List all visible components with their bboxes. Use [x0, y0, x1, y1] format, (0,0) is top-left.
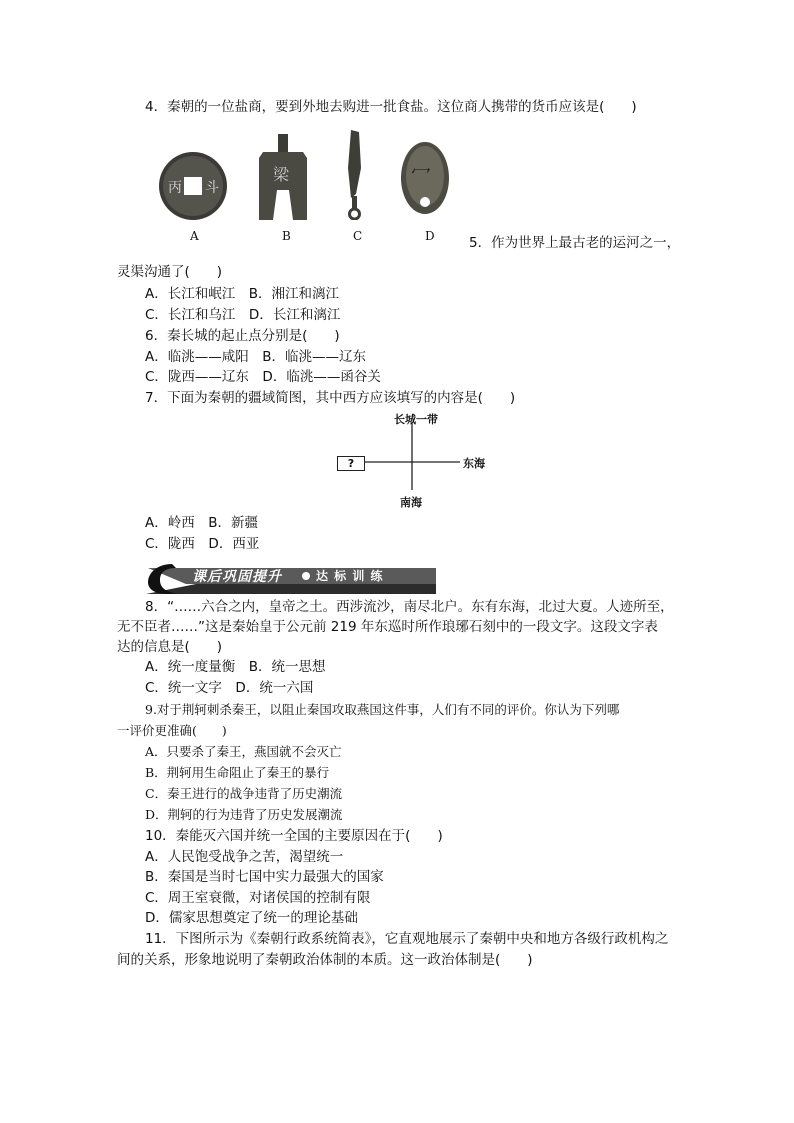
- q9-option-d: D．荆轲的行为违背了历史发展潮流: [145, 807, 343, 822]
- round-coin-icon: [159, 152, 227, 220]
- svg-text:斗: 斗: [205, 180, 219, 196]
- q9-option-a: A．只要杀了秦王，燕国就不会灭亡: [145, 744, 342, 759]
- q10-option-c: C．周王室衰微，对诸侯国的控制有限: [145, 890, 371, 906]
- q8-option-line-2: C．统一文字 D．统一六国: [145, 680, 314, 696]
- section-banner-subtitle: 达 标 训 练: [316, 569, 384, 583]
- q5-stem-a: 5．作为世界上最古老的运河之一，: [469, 235, 681, 251]
- q5-option-line-2: C．长江和乌江 D．长江和漓江: [145, 307, 341, 323]
- q10-option-b: B．秦国是当时七国中实力最强大的国家: [145, 869, 384, 885]
- q11-line-1: 11．下图所示为《秦朝行政系统简表》，它直观地展示了秦朝中央和地方各级行政机构之: [145, 931, 669, 947]
- coin-label-d: D: [425, 229, 435, 243]
- q8-line-3: 达的信息是( ): [117, 639, 223, 655]
- coin-label-c: C: [353, 229, 363, 243]
- coin-label-a: A: [190, 229, 199, 243]
- svg-text:丙: 丙: [168, 180, 182, 196]
- q7-option-line-2: C．陇西 D．西亚: [145, 536, 260, 552]
- svg-text:梁: 梁: [273, 165, 290, 184]
- q5-option-line-1: A．长江和岷江 B．湘江和漓江: [145, 286, 339, 302]
- q7-option-line-1: A．岭西 B．新疆: [145, 515, 258, 531]
- knife-coin-icon: [348, 130, 361, 219]
- q6-stem: 6．秦长城的起止点分别是( ): [145, 328, 340, 344]
- map-north-label: 长城一带: [394, 413, 438, 426]
- coin-images: [155, 128, 475, 248]
- q10-stem: 10．秦能灭六国并统一全国的主要原因在于( ): [145, 828, 443, 844]
- q8-line-2: 无不臣者……”这是秦始皇于公元前 219 年东巡时所作琅琊石刻中的一段文字。这段文字表: [117, 619, 658, 635]
- q8-option-line-1: A．统一度量衡 B．统一思想: [145, 659, 326, 675]
- q9-option-c: C．秦王进行的战争违背了历史潮流: [145, 786, 343, 801]
- q10-option-a: A．人民饱受战争之苦，渴望统一: [145, 849, 344, 865]
- section-banner-title: 课后巩固提升: [192, 569, 282, 585]
- q11-line-2: 间的关系，形象地说明了秦朝政治体制的本质。这一政治体制是( ): [117, 952, 533, 968]
- map-west-box: ?: [337, 456, 365, 471]
- shell-coin-icon: [401, 142, 449, 214]
- coin-label-b: B: [282, 229, 291, 243]
- q9-option-b: B．荆轲用生命阻止了秦王的暴行: [145, 765, 330, 780]
- map-east-label: 东海: [463, 457, 485, 470]
- q4-stem: 4．秦朝的一位盐商，要到外地去购进一批食盐。这位商人携带的货币应该是( ): [145, 99, 637, 115]
- map-south-label: 南海: [400, 496, 422, 509]
- q9-line-2: 一评价更准确( ): [117, 723, 227, 738]
- q7-stem: 7．下面为秦朝的疆域简图，其中西方应该填写的内容是( ): [145, 390, 516, 406]
- q9-line-1: 9.对于荆轲刺杀秦王，以阻止秦国攻取燕国这件事，人们有不同的评价。你认为下列哪: [145, 702, 620, 717]
- q8-line-1: 8．“……六合之内，皇帝之土。西涉流沙，南尽北户。东有东海，北过大夏。人迹所至，: [145, 599, 674, 615]
- svg-text:冖: 冖: [411, 161, 431, 185]
- q5-stem-b: 灵渠沟通了( ): [117, 264, 223, 280]
- q6-option-line-1: A．临洮——咸阳 B．临洮——辽东: [145, 349, 366, 365]
- q10-option-d: D．儒家思想奠定了统一的理论基础: [145, 910, 358, 926]
- spade-coin-icon: [259, 134, 307, 220]
- q6-option-line-2: C．陇西——辽东 D．临洮——函谷关: [145, 369, 381, 385]
- section-banner: [146, 560, 436, 596]
